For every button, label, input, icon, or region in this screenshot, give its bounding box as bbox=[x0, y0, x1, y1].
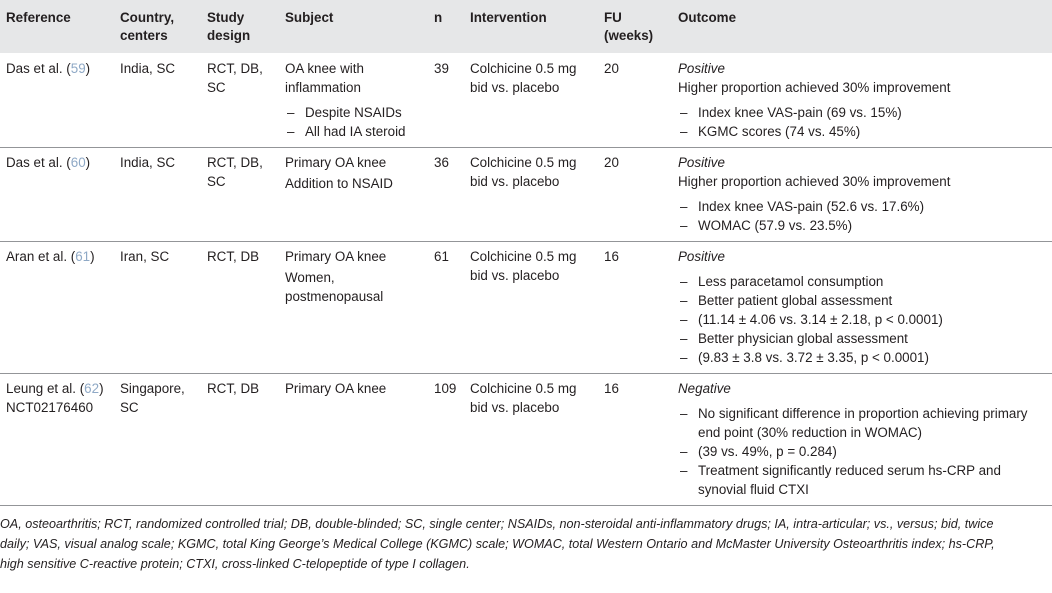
dash-marker: – bbox=[680, 124, 688, 139]
dash-marker: – bbox=[680, 331, 688, 346]
outcome-summary: Higher proportion achieved 30% improvement bbox=[678, 80, 951, 95]
reference-close: ) bbox=[90, 249, 95, 264]
outcome-bullet bbox=[678, 197, 1046, 216]
cell-intervention: Colchicine 0.5 mg bid vs. placebo bbox=[470, 381, 577, 415]
outcome-bullet-text: No significant difference in proportion achieving primary end point (30% reduction in WOMAC) bbox=[698, 406, 1028, 440]
footnote-line: OA, osteoarthritis; RCT, randomized controlled trial; DB, double-blinded; SC, single center; NSAIDs, non-steroidal anti-inflammatory drugs; IA, intra-articular; vs., versus; bid, twice bbox=[0, 517, 994, 531]
subject-main: Primary OA knee bbox=[285, 155, 387, 170]
dash-marker: – bbox=[680, 312, 688, 327]
cell-reference bbox=[0, 148, 114, 242]
reference-trial-id: NCT02176460 bbox=[6, 400, 94, 415]
subject-main: OA knee with inflammation bbox=[285, 61, 364, 95]
reference-link[interactable]: 62 bbox=[84, 381, 100, 396]
footnote-line: daily; VAS, visual analog scale; KGMC, total King George’s Medical College (KGMC) scale; WOMAC, total Western Ontario and McMaster University Osteoarthritis index; hs-CRP, bbox=[0, 537, 995, 551]
reference-author: Das et al. ( bbox=[6, 155, 71, 170]
dash-marker: – bbox=[680, 274, 688, 289]
outcome-bullet bbox=[678, 272, 1046, 291]
outcome-bullet-text: Index knee VAS-pain (52.6 vs. 17.6%) bbox=[698, 199, 925, 214]
reference-author: Aran et al. ( bbox=[6, 249, 76, 264]
cell-n: 36 bbox=[434, 155, 449, 170]
outcome-bullet-text: (11.14 ± 4.06 vs. 3.14 ± 2.18, p < 0.0001) bbox=[698, 312, 943, 327]
cell-country: Iran, SC bbox=[120, 249, 170, 264]
outcome-bullet-text: Better patient global assessment bbox=[698, 293, 893, 308]
reference-link[interactable]: 60 bbox=[70, 155, 86, 170]
outcome-bullet-text: (39 vs. 49%, p = 0.284) bbox=[698, 444, 837, 459]
cell-design: RCT, DB, SC bbox=[207, 155, 263, 189]
subject-bullet-text: Despite NSAIDs bbox=[305, 105, 402, 120]
outcome-bullet-text: Treatment significantly reduced serum hs-CRP and synovial fluid CTXI bbox=[698, 463, 1001, 497]
header-country: Country, centers bbox=[120, 10, 175, 43]
cell-design: RCT, DB bbox=[207, 381, 260, 396]
dash-marker: – bbox=[680, 350, 688, 365]
reference-close: ) bbox=[85, 155, 91, 170]
subject-bullet bbox=[285, 122, 422, 141]
outcome-verdict: Positive bbox=[678, 249, 725, 264]
table-body bbox=[0, 53, 1052, 506]
cell-fu: 20 bbox=[604, 61, 619, 76]
subject-bullet bbox=[285, 103, 422, 122]
cell-subject bbox=[279, 374, 428, 506]
outcome-bullet-text: KGMC scores (74 vs. 45%) bbox=[698, 124, 861, 139]
table-footnote bbox=[0, 506, 1046, 574]
subject-main: Primary OA knee bbox=[285, 249, 387, 264]
cell-reference bbox=[0, 242, 114, 374]
subject-main: Primary OA knee bbox=[285, 381, 387, 396]
outcome-summary: Higher proportion achieved 30% improvement bbox=[678, 174, 951, 189]
cell-fu: 16 bbox=[604, 381, 619, 396]
dash-marker: – bbox=[680, 463, 688, 478]
cell-design: RCT, DB bbox=[207, 249, 260, 264]
table-header-row bbox=[0, 0, 1052, 53]
header-subject: Subject bbox=[285, 10, 334, 25]
dash-marker: – bbox=[287, 124, 295, 139]
cell-n: 39 bbox=[434, 61, 449, 76]
outcome-bullet bbox=[678, 310, 1046, 329]
outcome-bullet bbox=[678, 122, 1046, 141]
cell-subject bbox=[279, 148, 428, 242]
table-row bbox=[0, 148, 1052, 242]
dash-marker: – bbox=[680, 444, 688, 459]
cell-intervention: Colchicine 0.5 mg bid vs. placebo bbox=[470, 61, 577, 95]
outcome-bullet-text: Less paracetamol consumption bbox=[698, 274, 884, 289]
outcome-bullet bbox=[678, 103, 1046, 122]
dash-marker: – bbox=[680, 406, 688, 421]
header-design: Study design bbox=[207, 10, 251, 43]
cell-reference bbox=[0, 53, 114, 148]
reference-link[interactable]: 59 bbox=[70, 61, 86, 76]
cell-subject bbox=[279, 53, 428, 148]
outcome-verdict: Positive bbox=[678, 155, 725, 170]
cell-outcome bbox=[672, 148, 1052, 242]
outcome-bullet-text: WOMAC (57.9 vs. 23.5%) bbox=[698, 218, 853, 233]
outcome-bullet bbox=[678, 348, 1046, 367]
table-row bbox=[0, 242, 1052, 374]
outcome-bullet bbox=[678, 329, 1046, 348]
outcome-bullet bbox=[678, 404, 1046, 442]
header-intervention: Intervention bbox=[470, 10, 547, 25]
footnote-line: high sensitive C-reactive protein; CTXI, cross-linked C-telopeptide of type I collagen. bbox=[0, 557, 470, 571]
cell-outcome bbox=[672, 53, 1052, 148]
cell-country: India, SC bbox=[120, 61, 176, 76]
cell-country: India, SC bbox=[120, 155, 176, 170]
cell-design: RCT, DB, SC bbox=[207, 61, 263, 95]
outcome-bullet-text: (9.83 ± 3.8 vs. 3.72 ± 3.35, p < 0.0001) bbox=[698, 350, 929, 365]
subject-bullet-text: All had IA steroid bbox=[305, 124, 406, 139]
header-outcome: Outcome bbox=[678, 10, 737, 25]
cell-country: Singapore, SC bbox=[120, 381, 185, 415]
dash-marker: – bbox=[680, 218, 688, 233]
cell-n: 109 bbox=[434, 381, 457, 396]
header-n: n bbox=[434, 10, 443, 25]
header-fu: FU (weeks) bbox=[604, 10, 654, 43]
dash-marker: – bbox=[287, 105, 295, 120]
reference-close: ) bbox=[85, 61, 91, 76]
outcome-bullet bbox=[678, 291, 1046, 310]
dash-marker: – bbox=[680, 105, 688, 120]
reference-author: Das et al. ( bbox=[6, 61, 71, 76]
outcome-bullet-text: Index knee VAS-pain (69 vs. 15%) bbox=[698, 105, 902, 120]
cell-n: 61 bbox=[434, 249, 449, 264]
outcome-bullet bbox=[678, 461, 1046, 499]
subject-detail: Addition to NSAID bbox=[285, 176, 393, 191]
reference-link[interactable]: 61 bbox=[75, 249, 91, 264]
reference-author: Leung et al. ( bbox=[6, 381, 85, 396]
cell-outcome bbox=[672, 242, 1052, 374]
table-row bbox=[0, 374, 1052, 506]
cell-fu: 20 bbox=[604, 155, 619, 170]
outcome-verdict: Negative bbox=[678, 381, 731, 396]
subject-detail: Women, postmenopausal bbox=[285, 270, 384, 304]
cell-intervention: Colchicine 0.5 mg bid vs. placebo bbox=[470, 249, 577, 283]
outcome-bullet bbox=[678, 442, 1046, 461]
outcome-bullet-text: Better physician global assessment bbox=[698, 331, 908, 346]
cell-subject bbox=[279, 242, 428, 374]
cell-intervention: Colchicine 0.5 mg bid vs. placebo bbox=[470, 155, 577, 189]
outcome-verdict: Positive bbox=[678, 61, 725, 76]
dash-marker: – bbox=[680, 293, 688, 308]
dash-marker: – bbox=[680, 199, 688, 214]
cell-fu: 16 bbox=[604, 249, 619, 264]
reference-close: ) bbox=[99, 381, 104, 396]
header-reference: Reference bbox=[6, 10, 71, 25]
table-row bbox=[0, 53, 1052, 148]
cell-outcome bbox=[672, 374, 1052, 506]
outcome-bullet bbox=[678, 216, 1046, 235]
cell-reference bbox=[0, 374, 114, 506]
